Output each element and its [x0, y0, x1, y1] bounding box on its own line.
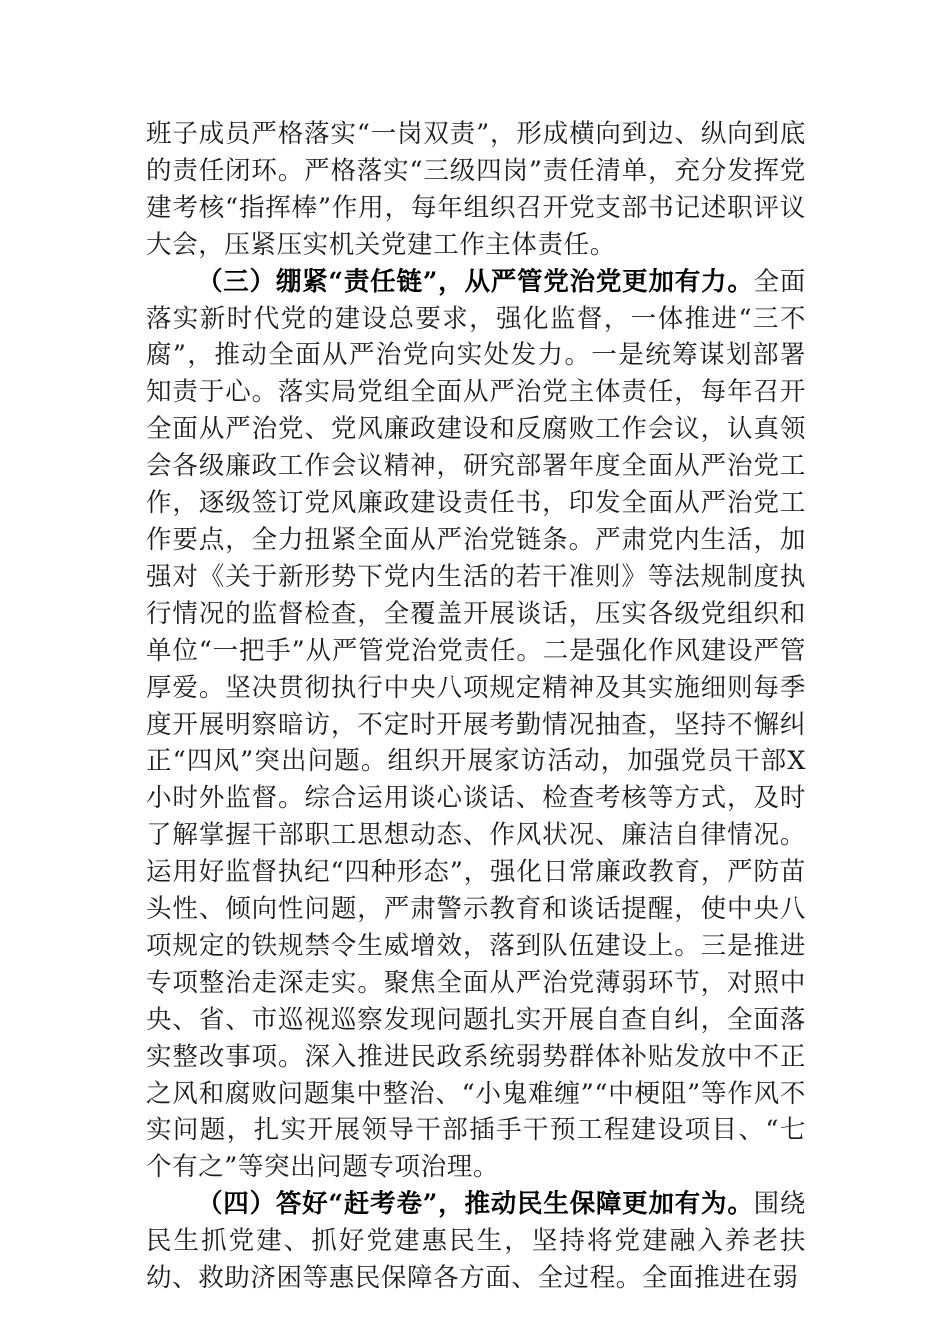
document-body	[146, 116, 806, 1297]
section-heading-3: （三）绷紧“责任链”，从严管党治党更加有力。	[197, 266, 754, 297]
paragraph-2-text: 全面落实新时代党的建设总要求，强化监督，一体推进“三不腐”，推动全面从严治党向实处发力。一是统筹谋划部署知责于心。落实局党组全面从严治党主体责任，每年召开全面从严治党、党风廉政建设和反腐败工作会议，认真领会各级廉政工作会议精神，研究部署年度全面从严治党工作，逐级签订党风廉政建设责任书，印发全面从严治党工作要点，全力扭紧全面从严治党链条。严肃党内生活，加强对《关于新形势下党内生活的若干准则》等法规制度执行情况的监督检查，全覆盖开展谈话，压实各级党组织和单位“一把手”从严管党治党责任。二是强化作风建设严管厚爱。坚决贯彻执行中央八项规定精神及其实施细则每季度开展明察暗访，不定时开展考勤情况抽查，坚持不懈纠正“四风”突出问题。组织开展家访活动，加强党员干部X小时外监督。综合运用谈心谈话、检查考核等方式，及时了解掌握干部职工思想动态、作风状况、廉洁自律情况。运用好监督执纪“四种形态”，强化日常廉政教育，严防苗头性、倾向性问题，严肃警示教育和谈话提醒，使中央八项规定的铁规禁令生威增效，落到队伍建设上。三是推进专项整治走深走实。聚焦全面从严治党薄弱环节，对照中央、省、市巡视巡察发现问题扎实开展自查自纠，全面落实整改事项。深入推进民政系统弱势群体补贴发放中不正之风和腐败问题集中整治、“小鬼难缠”“中梗阻”等作风不实问题，扎实开展领导干部插手干预工程建设项目、“七个有之”等突出问题专项治理。	[146, 266, 806, 1183]
paragraph-1-text: 班子成员严格落实“一岗双责”，形成横向到边、纵向到底的责任闭环。严格落实“三级四岗”责任清单，充分发挥党建考核“指挥棒”作用，每年组织召开党支部书记述职评议大会，压紧压实机关党建工作主体责任。	[146, 119, 806, 260]
paragraph-2	[146, 264, 806, 1187]
paragraph-1	[146, 116, 806, 264]
paragraph-3	[146, 1186, 806, 1297]
paragraph-3-text: 围绕民生抓党建、抓好党建惠民生，坚持将党建融入养老扶幼、救助济困等惠民保障各方面、全过程。全面推进在弱	[146, 1189, 806, 1294]
section-heading-4: （四）答好“赶考卷”，推动民生保障更加有为。	[197, 1189, 754, 1220]
